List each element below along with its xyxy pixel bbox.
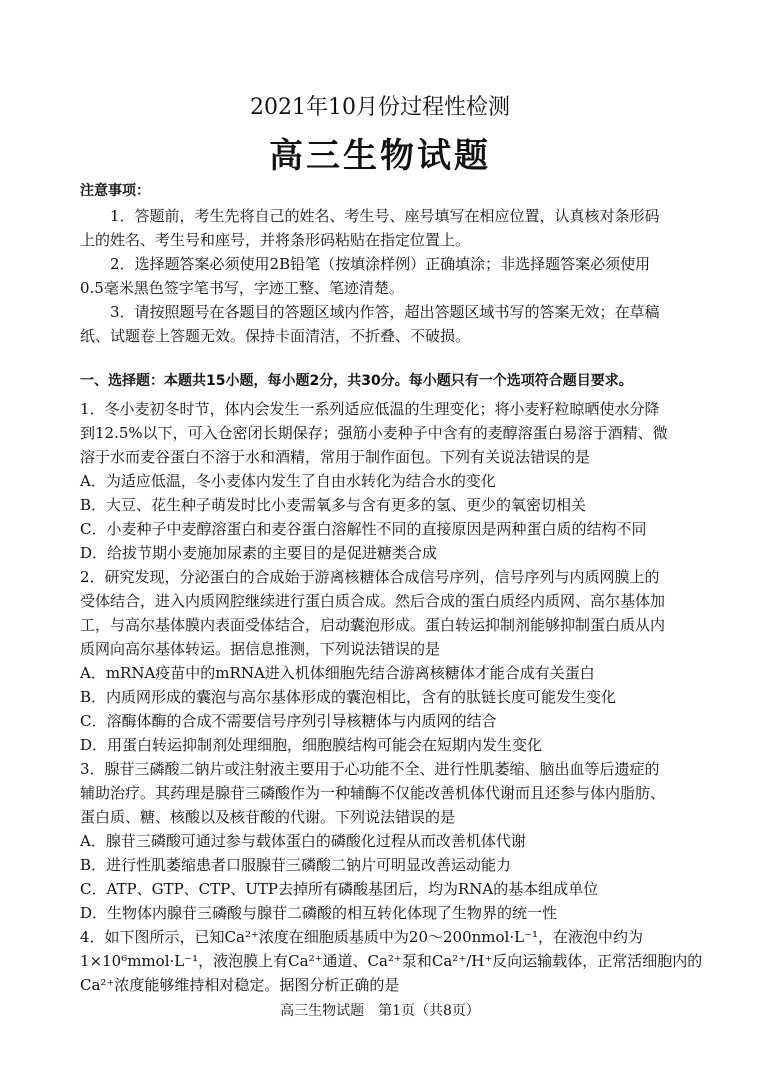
notice-line: 上的姓名、考生号和座号，并将条形码粘贴在指定位置上。 [80,231,471,249]
question-line: 辅助治疗。其药理是腺苷三磷酸作为一种辅酶不仅能改善机体代谢而且还参与体内脂肪、 [80,784,666,802]
option-line: C．小麦种子中麦醇溶蛋白和麦谷蛋白溶解性不同的直接原因是两种蛋白质的结构不同 [80,520,647,538]
option-line: C．溶酶体酶的合成不需要信号序列引导核糖体与内质网的结合 [80,712,497,730]
notice-line: 纸、试题卷上答题无效。保持卡面清洁，不折叠、不破损。 [80,327,471,345]
question-line: 1×10⁶mmol·L⁻¹，液泡膜上有Ca²⁺通道、Ca²⁺泵和Ca²⁺/H⁺反向运输载体，正常活细胞内的 [80,952,703,970]
question-line: 受体结合，进入内质网腔继续进行蛋白质合成。然后合成的蛋白质经内质网、高尔基体加 [80,592,666,610]
notice-line: 0.5毫米黑色签字笔书写，字迹工整、笔迹清楚。 [80,279,404,297]
notice-heading: 注意事项： [80,183,150,199]
question-line: 工，与高尔基体膜内表面受体结合，启动囊泡形成。蛋白转运抑制剂能够抑制蛋白质从内 [80,616,666,634]
exam-date-title: 2021年10月份过程性检测 [250,95,510,120]
question-line: 4．如下图所示，已知Ca²⁺浓度在细胞质基质中为20～200nmol·L⁻¹，在液泡中约为 [80,928,643,946]
option-line: B．内质网形成的囊泡与高尔基体形成的囊泡相比，含有的肽链长度可能发生变化 [80,688,617,706]
question-line: 3．腺苷三磷酸二钠片或注射液主要用于心功能不全、进行性肌萎缩、脑出血等后遗症的 [80,760,660,778]
question-line: 蛋白质、糖、核酸以及核苷酸的代谢。下列说法错误的是 [80,808,456,826]
option-line: A．为适应低温，冬小麦体内发生了自由水转化为结合水的变化 [80,472,496,490]
notice-line: 1．答题前，考生先将自己的姓名、考生号、座号填写在相应位置，认真核对条形码 [110,207,660,225]
notice-line: 2．选择题答案必须使用2B铅笔（按填涂样例）正确填涂；非选择题答案必须使用 [110,255,651,273]
question-line: 2．研究发现，分泌蛋白的合成始于游离核糖体合成信号序列，信号序列与内质网膜上的 [80,568,660,586]
question-line: 溶于水而麦谷蛋白不溶于水和酒精，常用于制作面包。下列有关说法错误的是 [80,448,591,466]
question-line: 质网向高尔基体转运。据信息推测，下列说法错误的是 [80,640,441,658]
option-line: A．腺苷三磷酸可通过参与载体蛋白的磷酸化过程从而改善机体代谢 [80,832,526,850]
section-heading: 一、选择题：本题共15小题，每小题2分，共30分。每小题只有一个选项符合题目要求。 [80,373,633,389]
question-line: Ca²⁺浓度能够维持相对稳定。据图分析正确的是 [80,976,400,994]
notice-line: 3．请按照题号在各题目的答题区域内作答，超出答题区域书写的答案无效；在草稿 [110,303,660,321]
option-line: C．ATP、GTP、CTP、UTP去掉所有磷酸基团后，均为RNA的基本组成单位 [80,880,599,898]
option-line: A．mRNA疫苗中的mRNA进入机体细胞先结合游离核糖体才能合成有关蛋白 [80,664,595,682]
question-line: 1．冬小麦初冬时节，体内会发生一系列适应低温的生理变化；将小麦籽粒晾晒使水分降 [80,400,660,418]
page-footer: 高三生物试题 第1页（共8页） [280,1003,480,1019]
option-line: B．进行性肌萎缩患者口服腺苷三磷酸二钠片可明显改善运动能力 [80,856,512,874]
option-line: B．大豆、花生种子萌发时比小麦需氧多与含有更多的氢、更少的氧密切相关 [80,496,587,514]
option-line: D．用蛋白转运抑制剂处理细胞，细胞膜结构可能会在短期内发生变化 [80,736,543,754]
option-line: D．生物体内腺苷三磷酸与腺苷二磷酸的相互转化体现了生物界的统一性 [80,904,558,922]
exam-subject-title: 高三生物试题 [269,136,491,176]
question-line: 到12.5%以下，可入仓密闭长期保存；强筋小麦种子中含有的麦醇溶蛋白易溶于酒精、微 [80,424,668,442]
option-line: D．给拔节期小麦施加尿素的主要目的是促进糖类合成 [80,544,438,562]
